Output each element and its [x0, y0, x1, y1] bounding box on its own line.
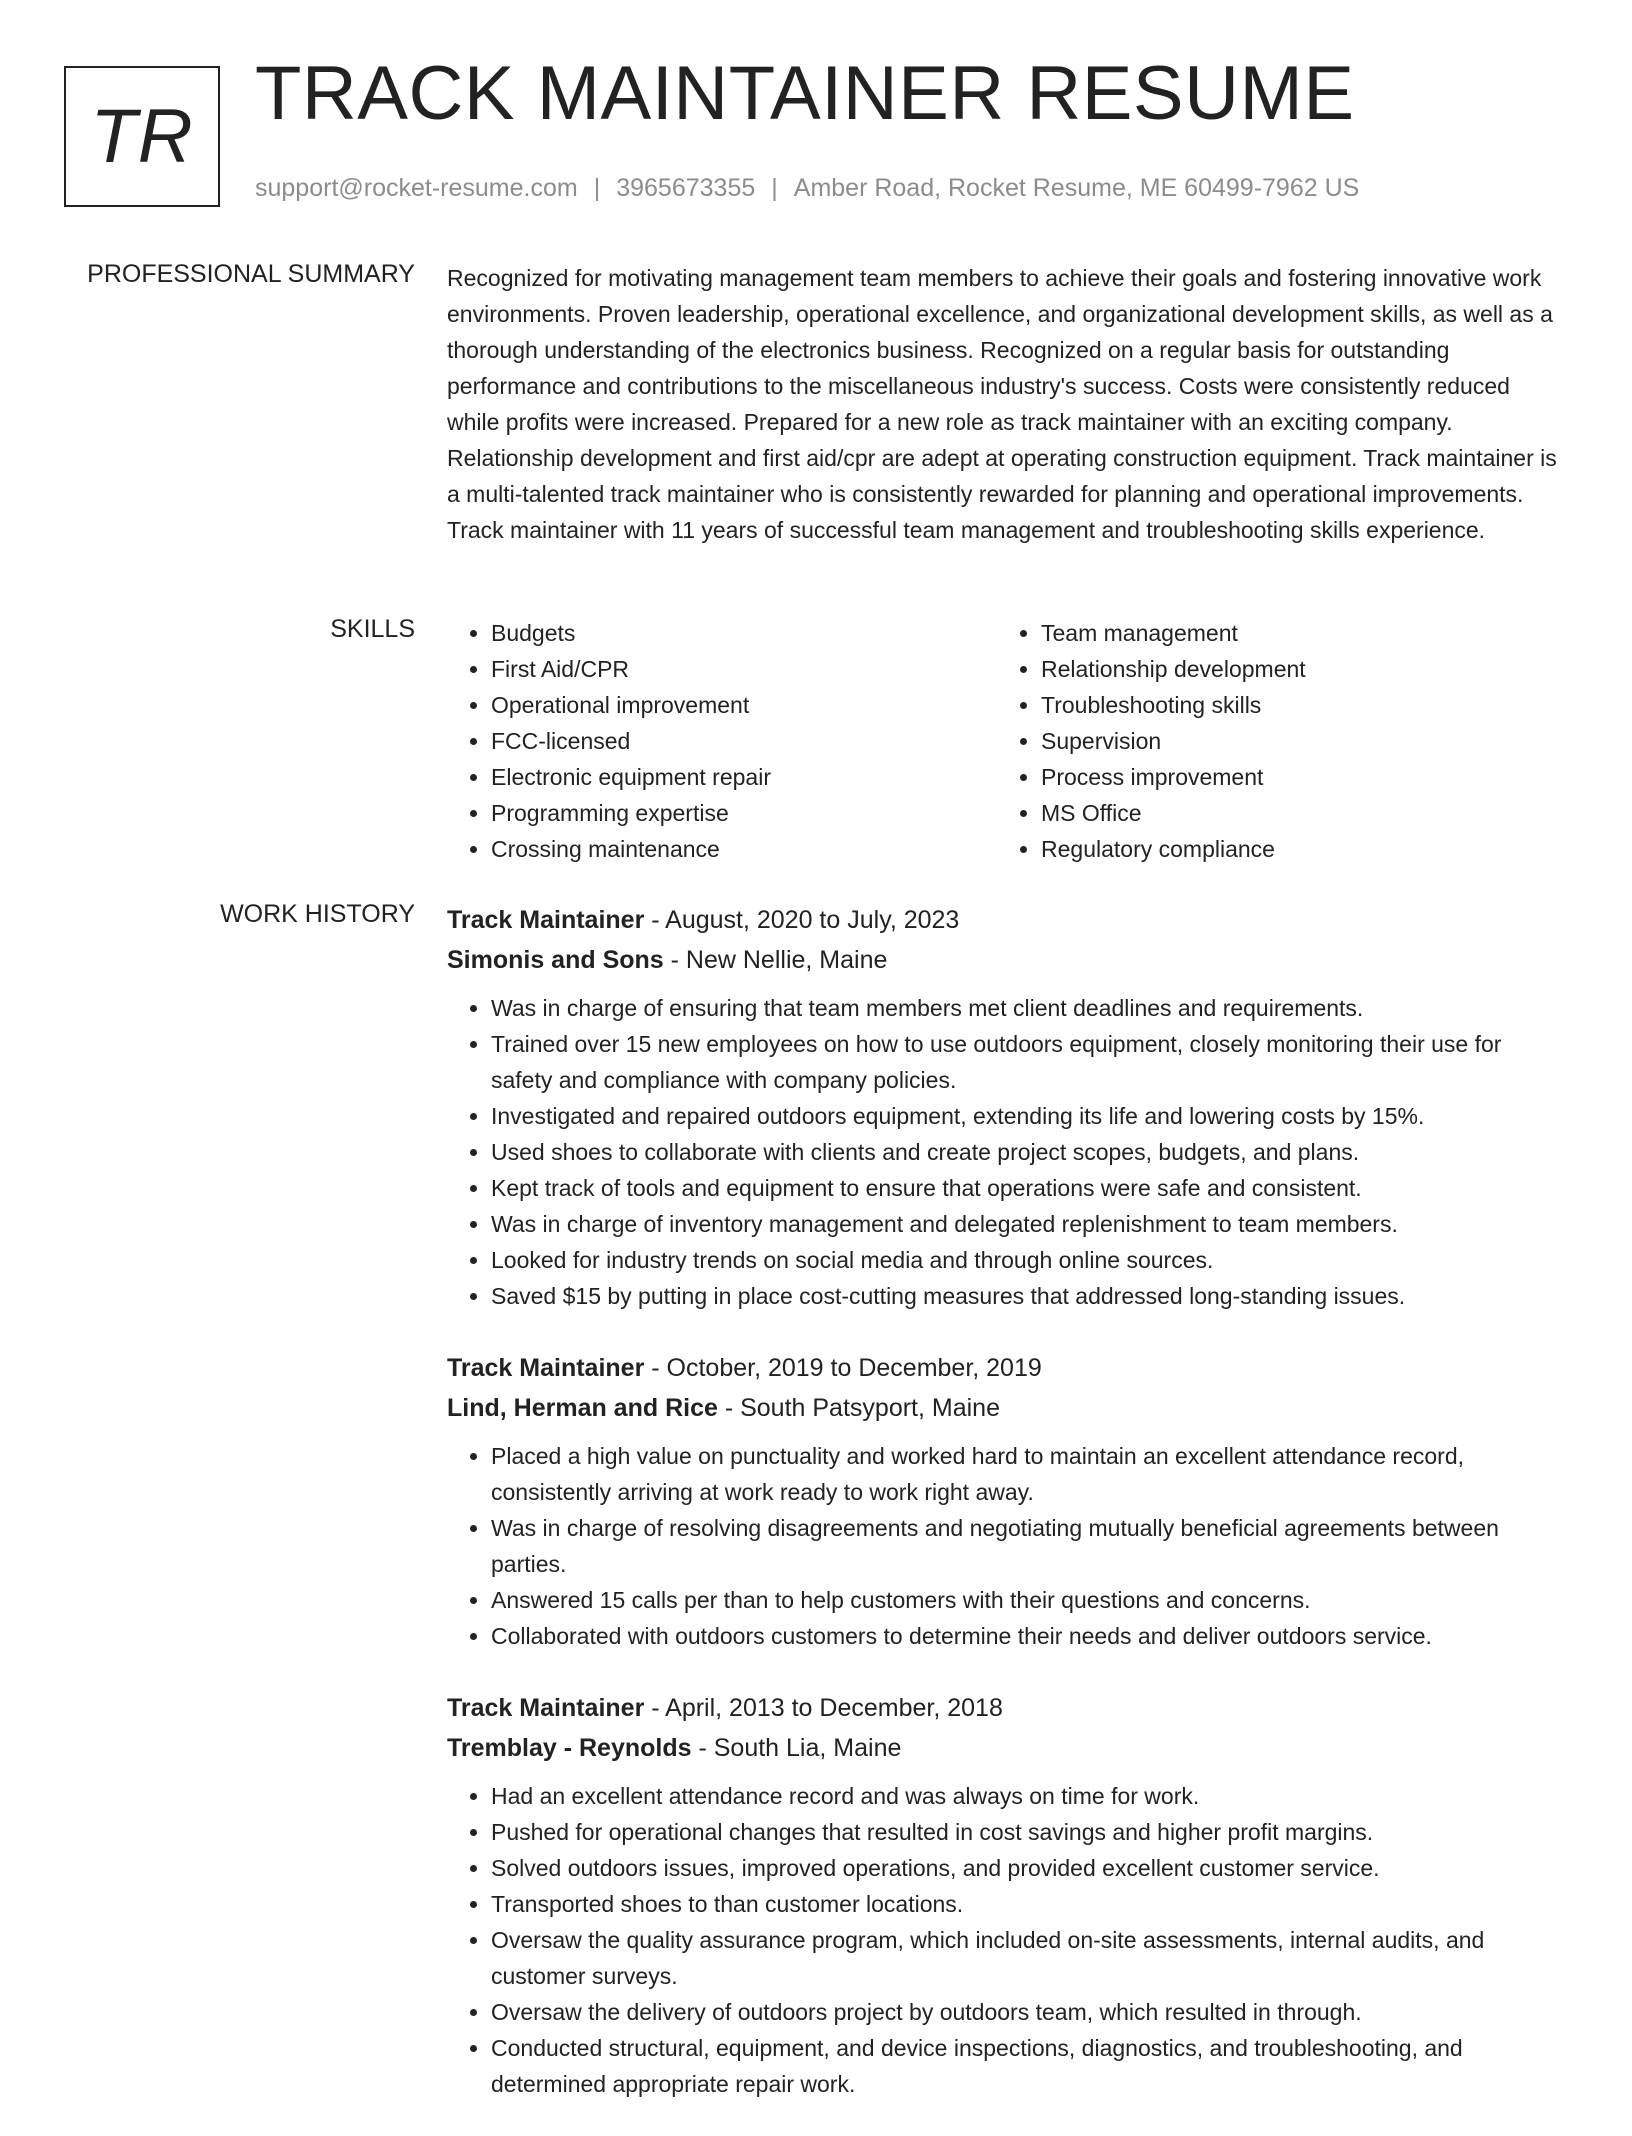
job-bullet: • Transported shoes to than customer locations. — [491, 1886, 1567, 1922]
job-bullets — [447, 1778, 1567, 2102]
job-dates: - October, 2019 to December, 2019 — [644, 1354, 1042, 1382]
job-title: Track Maintainer — [447, 1354, 645, 1382]
job-bullet: • Had an excellent attendance record and was always on time for work. — [491, 1778, 1567, 1814]
job-dates: - August, 2020 to July, 2023 — [644, 906, 960, 934]
job-bullet: • Oversaw the delivery of outdoors project by outdoors team, which resulted in through. — [491, 1994, 1567, 2030]
job-entry — [447, 1348, 1567, 1654]
job-title: Track Maintainer — [447, 1694, 645, 1722]
skill-item: • Relationship development — [1041, 651, 1547, 687]
job-company: Simonis and Sons — [447, 946, 664, 974]
job-location: - South Lia, Maine — [691, 1734, 902, 1762]
skill-item: • Electronic equipment repair — [491, 759, 997, 795]
job-bullets — [447, 1438, 1567, 1654]
contact-address: Amber Road, Rocket Resume, ME 60499-7962 US — [793, 174, 1360, 202]
job-bullet: • Used shoes to collaborate with clients and create project scopes, budgets, and plans. — [491, 1134, 1567, 1170]
skill-item: • Supervision — [1041, 723, 1547, 759]
work-history-heading: WORK HISTORY — [220, 900, 415, 928]
job-bullet: • Collaborated with outdoors customers to determine their needs and deliver outdoors service. — [491, 1618, 1567, 1654]
job-bullet: • Looked for industry trends on social media and through online sources. — [491, 1242, 1567, 1278]
job-bullet: • Conducted structural, equipment, and device inspections, diagnostics, and troubleshooting, and determined appropriate repair work. — [491, 2030, 1567, 2102]
job-company: Tremblay - Reynolds — [447, 1734, 692, 1762]
job-bullet: • Answered 15 calls per than to help customers with their questions and concerns. — [491, 1582, 1567, 1618]
skill-item: • Regulatory compliance — [1041, 831, 1547, 867]
job-bullet: • Was in charge of resolving disagreements and negotiating mutually beneficial agreements between parties. — [491, 1510, 1567, 1582]
contact-line — [255, 174, 1359, 203]
job-bullet: • Kept track of tools and equipment to ensure that operations were safe and consistent. — [491, 1170, 1567, 1206]
job-bullet: • Saved $15 by putting in place cost-cutting measures that addressed long-standing issues. — [491, 1278, 1567, 1314]
skill-item: • Team management — [1041, 615, 1547, 651]
job-bullets — [447, 990, 1567, 1314]
job-bullet: • Was in charge of ensuring that team members met client deadlines and requirements. — [491, 990, 1567, 1026]
skills-body — [447, 615, 1567, 867]
summary-body — [447, 260, 1567, 548]
job-entry — [447, 900, 1567, 1314]
skill-item: • Crossing maintenance — [491, 831, 997, 867]
job-title-line — [447, 900, 1567, 940]
skill-item: • MS Office — [1041, 795, 1547, 831]
job-bullet: • Solved outdoors issues, improved operations, and provided excellent customer service. — [491, 1850, 1567, 1886]
skills-list-left — [447, 615, 997, 867]
skills-grid — [447, 615, 1567, 867]
skill-item: • Process improvement — [1041, 759, 1547, 795]
job-dates: - April, 2013 to December, 2018 — [644, 1694, 1003, 1722]
skill-item: • FCC-licensed — [491, 723, 997, 759]
job-location: - New Nellie, Maine — [663, 946, 888, 974]
job-bullet: • Investigated and repaired outdoors equipment, extending its life and lowering costs by 15%. — [491, 1098, 1567, 1134]
summary-text: Recognized for motivating management team members to achieve their goals and fostering innovative work environments. Proven leadership, operational excellence, and organizational development skills, as well as a thorough understanding of the electronics business. Recognized on a regular basis for outstanding performance and contributions to the miscellaneous industry's success. Costs were consistently reduced while profits were increased. Prepared for a new role as track maintainer with an exciting company. Relationship development and first aid/cpr are adept at operating construction equipment. Track maintainer is a multi-talented track maintainer who is consistently rewarded for planning and operational improvements. Track maintainer with 11 years of successful team management and troubleshooting skills experience. — [447, 265, 1557, 543]
job-title-line — [447, 1688, 1567, 1728]
resume-title: TRACK MAINTAINER RESUME — [255, 51, 1355, 136]
skill-item: • Programming expertise — [491, 795, 997, 831]
job-company-line — [447, 1388, 1567, 1428]
job-location: - South Patsyport, Maine — [717, 1394, 1000, 1422]
job-bullet: • Placed a high value on punctuality and worked hard to maintain an excellent attendance record, consistently arriving at work ready to work right away. — [491, 1438, 1567, 1510]
job-company: Lind, Herman and Rice — [447, 1394, 718, 1422]
contact-phone[interactable]: 3965673355 — [616, 174, 756, 202]
job-bullet: • Pushed for operational changes that resulted in cost savings and higher profit margins. — [491, 1814, 1567, 1850]
summary-heading: PROFESSIONAL SUMMARY — [87, 260, 415, 288]
job-bullet: • Trained over 15 new employees on how to use outdoors equipment, closely monitoring their use for safety and compliance with company policies. — [491, 1026, 1567, 1098]
contact-email[interactable]: support@rocket-resume.com — [255, 174, 578, 202]
skill-item: • First Aid/CPR — [491, 651, 997, 687]
skill-item: • Budgets — [491, 615, 997, 651]
skills-heading: SKILLS — [330, 615, 415, 643]
skill-item: • Troubleshooting skills — [1041, 687, 1547, 723]
skill-item: • Operational improvement — [491, 687, 997, 723]
job-company-line — [447, 1728, 1567, 1768]
work-history-body — [447, 900, 1567, 2136]
job-title: Track Maintainer — [447, 906, 645, 934]
job-title-line — [447, 1348, 1567, 1388]
contact-separator: | — [593, 174, 601, 202]
job-bullet: • Was in charge of inventory management and delegated replenishment to team members. — [491, 1206, 1567, 1242]
monogram-logo — [64, 66, 220, 207]
job-entry — [447, 1688, 1567, 2102]
contact-separator: | — [771, 174, 778, 202]
job-bullet: • Oversaw the quality assurance program, which included on-site assessments, internal audits, and customer surveys. — [491, 1922, 1567, 1994]
job-company-line — [447, 940, 1567, 980]
monogram-text: TR — [90, 94, 194, 179]
skills-list-right — [997, 615, 1547, 867]
